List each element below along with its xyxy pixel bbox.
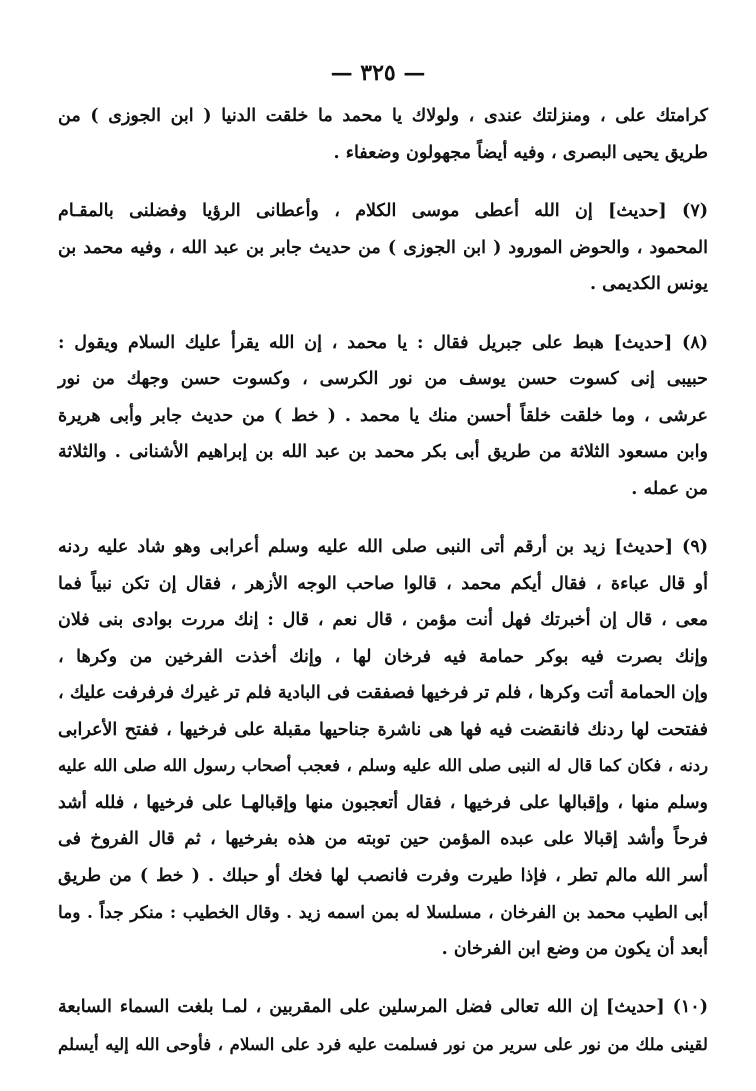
text-line: (٧) [حديث] إن الله أعطى موسى الكلام ، وأعطانى الرؤيا وفضلنى بالمقـام <box>58 201 708 221</box>
text-line: من عمله . <box>631 478 708 499</box>
text-line: المحمود ، والحوض المورود ( ابن الجوزى ) من حديث جابر بن عبد الله ، وفيه محمد بن <box>58 237 708 258</box>
text-line: ردنه ، فكان كما قال له النبى صلى الله عليه وسلم ، فعجب أصحاب رسول الله صلى الله عليه <box>58 756 708 775</box>
text-line: معى ، قال إن أخبرتك فهل أنت مؤمن ، قال نعم ، قال : إنك مررت بوادى بنى فلان <box>58 610 708 630</box>
text-line: طريق يحيى البصرى ، وفيه أيضاً مجهولون وضعفاء . <box>333 142 708 163</box>
paragraph-hadith-10 <box>58 989 708 1062</box>
text-line: يونس الكديمى . <box>590 274 708 294</box>
text-line: أبى الطيب محمد بن الفرخان ، مسلسلا له بمن اسمه زيد . وقال الخطيب : منكر جداً . وما <box>58 902 708 922</box>
text-line: ففتحت لها ردنك فانقضت فيه فها هى ناشرة جناحيها مقبلة على فرخيها ، ففتح الأعرابى <box>58 719 708 740</box>
paragraph-hadith-9 <box>58 529 708 967</box>
text-line: فرحاً وأشد إقبالا على عبده المؤمن حين توبته من هذه بفرخيها ، ثم قال الفروخ فى <box>58 829 708 849</box>
text-line: أو قال عباءة ، فقال أيكم محمد ، قالوا صاحب الوجه الأزهر ، فقال إن تكن نبياً فما <box>58 573 708 594</box>
page-number: — ٣٢٥ — <box>330 60 426 86</box>
text-line: وسلم منها ، وإقبالها على فرخيها ، فقال أتعجبون منها وإقبالهـا على فرخيها ، فلله أشد <box>58 792 708 813</box>
text-line: كرامتك على ، ومنزلتك عندى ، ولولاك يا محمد ما خلقت الدنيا ( ابن الجوزى ) من <box>58 106 708 126</box>
page-content <box>58 98 708 1084</box>
text-line: (٩) [حديث] زيد بن أرقم أتى النبى صلى الله عليه وسلم أعرابى وهو شاد عليه ردنه <box>58 537 708 557</box>
text-line: (١٠) [حديث] إن الله تعالى فضل المرسلين على المقربين ، لمـا بلغت السماء السابعة <box>58 997 708 1017</box>
text-line: لقينى ملك من نور على سرير من نور فسلمت عليه فرد على السلام ، فأوحى الله إليه أيسلم <box>58 1033 708 1054</box>
text-line: أسر الله مالم تطر ، فإذا طيرت وفرت فانصب لها فخك أو حبلك . ( خط ) من طريق <box>58 865 708 886</box>
text-line: وابن مسعود الثلاثة من طريق أبى بكر محمد بن عبد الله بن إبراهيم الأشنانى . والثلاثة <box>58 442 708 462</box>
paragraph-hadith-7 <box>58 193 708 303</box>
text-line: (٨) [حديث] هبط على جبريل فقال : يا محمد ، إن الله يقرأ عليك السلام ويقول : <box>58 332 708 353</box>
paragraph-hadith-8 <box>58 325 708 508</box>
text-line: عرشى ، وما خلقت خلقاً أحسن منك يا محمد . ( خط ) من حديث جابر وأبى هريرة <box>58 405 708 426</box>
text-line: حبيبى إنى كسوت حسن يوسف من نور الكرسى ، وكسوت حسن وجهك من نور <box>58 369 708 389</box>
text-line: وإن الحمامة أتت وكرها ، فلم تر فرخيها فصفقت فى البادية فلم تر غيرك فرفرفت عليك ، <box>58 683 708 703</box>
paragraph-intro-continuation <box>58 98 708 171</box>
text-line: وإنك بصرت فيه بوكر حمامة فيه فرخان لها ، وإنك أخذت الفرخين من وكرها ، <box>58 646 708 667</box>
text-line: أبعد أن يكون من وضع ابن الفرخان . <box>441 938 708 959</box>
